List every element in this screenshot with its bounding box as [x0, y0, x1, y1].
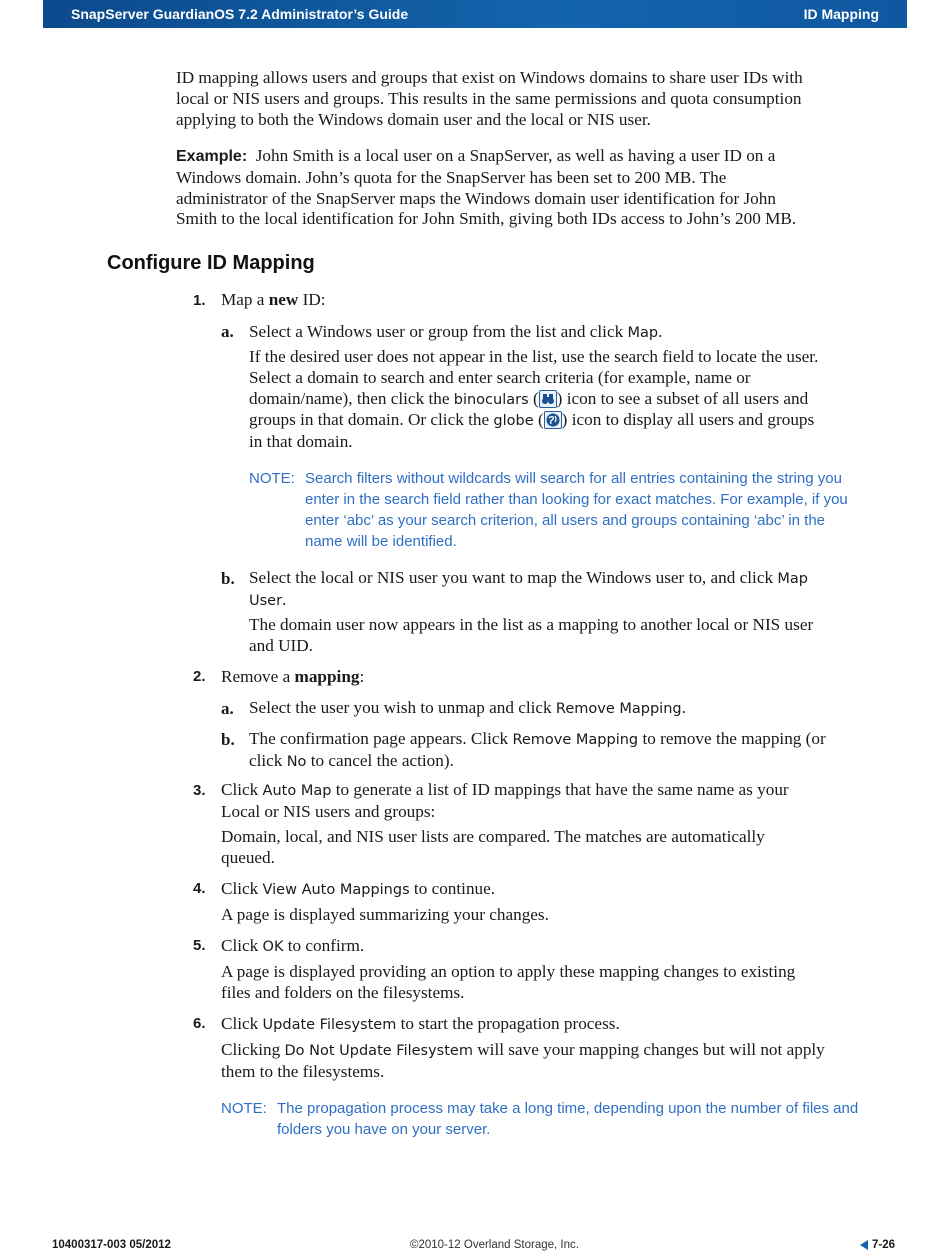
- note-block: [221, 1098, 921, 1143]
- step-4-detail: A page is displayed summarizing your changes.: [221, 905, 549, 924]
- step-text: to confirm.: [283, 936, 365, 955]
- step-text: :: [359, 667, 365, 686]
- step-1a-detail: If the desired user does not appear in the list, use the search field to locate the user. Select a domain to search and enter search criteria (for example, name or domain/name), then click the binoculars ( ) icon to see a subset of all users and groups in that domain. Or click the globe ( ) icon to display all users and groups in that domain.: [249, 347, 919, 453]
- step-1-text: [221, 290, 326, 311]
- step-text: Select the local or NIS user you want to map the Windows user to, and click: [249, 568, 778, 587]
- detail-line: If the desired user does not appear in the list, use the search field to locate the user.: [249, 347, 819, 366]
- ui-term-ok: OK: [262, 939, 284, 955]
- step-6-text: [221, 1014, 921, 1036]
- note-label: NOTE:: [249, 470, 295, 487]
- header-chapter-title: ID Mapping: [803, 6, 879, 22]
- ui-term-binoculars: binoculars: [453, 391, 529, 408]
- ui-term-remove-mapping: Remove Mapping: [555, 701, 682, 717]
- detail-text: Clicking: [221, 1040, 285, 1059]
- ui-term-remove-mapping: Remove Mapping: [512, 732, 639, 748]
- triangle-left-icon[interactable]: [860, 1240, 868, 1250]
- step-text: to start the propagation process.: [396, 1014, 620, 1033]
- footer-page-nav[interactable]: [860, 1239, 895, 1251]
- ui-term-auto-map: Auto Map: [262, 783, 332, 799]
- step-text: Map a: [221, 290, 269, 309]
- step-text: Select the user you wish to unmap and click: [249, 698, 556, 717]
- step-1a-text: [249, 322, 919, 344]
- note-label: NOTE:: [221, 1100, 267, 1117]
- detail-line: queued.: [221, 847, 275, 867]
- page-number: 7-26: [872, 1239, 896, 1251]
- step-4-text: [221, 879, 921, 901]
- detail-line: A page is displayed providing an option to apply these mapping changes to existing: [221, 962, 796, 981]
- step-text: Local or NIS users and groups:: [221, 801, 436, 821]
- step-text: to generate a list of ID mappings that have the same name as your: [331, 780, 789, 799]
- intro-line: ID mapping allows users and groups that exist on Windows domains to share user IDs with: [176, 68, 803, 87]
- detail-text: domain/name), then click the: [249, 388, 454, 408]
- step-1b-detail: [249, 615, 919, 657]
- example-paragraph: [176, 146, 916, 230]
- substep-letter: b.: [221, 730, 235, 749]
- footer-copyright: ©2010-12 Overland Storage, Inc.: [410, 1239, 579, 1251]
- step-text: to remove the mapping (or: [638, 729, 826, 748]
- step-text: to continue.: [409, 879, 496, 898]
- step-text: Select a Windows user or group from the list and click: [249, 322, 628, 341]
- step-number: 1.: [193, 292, 206, 309]
- detail-line: files and folders on the filesystems.: [221, 982, 465, 1002]
- detail-line: The domain user now appears in the list as a mapping to another local or NIS user: [249, 615, 814, 634]
- section-heading: Configure ID Mapping: [107, 252, 315, 274]
- note-line: folders you have on your server.: [277, 1121, 491, 1138]
- ui-term-do-not-update-filesystem: Do Not Update Filesystem: [284, 1043, 473, 1059]
- ui-term-globe: globe: [493, 413, 534, 430]
- detail-text: ) icon to see a subset of all users and: [556, 388, 809, 408]
- step-bold-term: new: [268, 290, 299, 309]
- detail-line: Domain, local, and NIS user lists are compared. The matches are automatically: [221, 827, 765, 846]
- step-text: click: [249, 750, 287, 770]
- page-header: [43, 0, 907, 28]
- step-2-text: [221, 667, 364, 688]
- step-text: ID:: [298, 290, 326, 309]
- step-3-text: [221, 780, 921, 823]
- detail-line: Select a domain to search and enter search criteria (for example, name or: [249, 367, 751, 387]
- step-text: Remove a: [221, 667, 295, 686]
- step-text: .: [681, 698, 686, 717]
- example-line: Smith to the local identification for John Smith, giving both IDs access to John’s 200 MB.: [176, 209, 797, 229]
- substep-letter: b.: [221, 569, 235, 588]
- step-text: .: [282, 589, 287, 609]
- substep-letter: a.: [221, 699, 234, 718]
- example-line: Windows domain. John’s quota for the SnapServer has been set to 200 MB. The: [176, 167, 727, 187]
- substep-letter: a.: [221, 322, 234, 341]
- detail-line: in that domain.: [249, 432, 353, 452]
- step-bold-term: mapping: [294, 667, 360, 686]
- step-number: 3.: [193, 782, 206, 799]
- step-3-detail: [221, 827, 921, 869]
- detail-line: them to the filesystems.: [221, 1061, 385, 1081]
- step-text: .: [658, 322, 663, 341]
- detail-line: and UID.: [249, 635, 313, 655]
- example-label: Example:: [176, 148, 248, 165]
- detail-text: groups in that domain. Or click the: [249, 410, 494, 430]
- step-number: 2.: [193, 668, 206, 685]
- step-2a-text: [249, 698, 919, 720]
- note-line: The propagation process may take a long time, depending upon the number of files and: [277, 1100, 859, 1117]
- step-2b-text: [249, 729, 919, 773]
- step-number: 5.: [193, 937, 206, 954]
- intro-line: applying to both the Windows domain user and the local or NIS user.: [176, 109, 651, 129]
- detail-text: ) icon to display all users and groups: [561, 410, 815, 430]
- step-text: Click: [221, 1014, 263, 1033]
- ui-term-view-auto-mappings: View Auto Mappings: [262, 882, 410, 898]
- ui-term-map-user: Map: [777, 571, 808, 587]
- note-line: enter in the search field rather than looking for exact matches. For example, if you: [305, 491, 848, 508]
- note-line: name will be identified.: [305, 533, 457, 550]
- intro-paragraph: [176, 68, 916, 130]
- ui-term-no: No: [286, 753, 307, 770]
- note-block: [249, 468, 919, 558]
- step-text: The confirmation page appears. Click: [249, 729, 513, 748]
- step-text: Click: [221, 936, 263, 955]
- note-line: enter ‘abc’ as your search criterion, all users and groups containing ‘abc’ in the: [305, 512, 826, 529]
- ui-term-map: Map: [627, 325, 659, 341]
- example-line: John Smith is a local user on a SnapServer, as well as having a user ID on a: [255, 146, 776, 165]
- ui-term-map-user: User: [249, 592, 283, 609]
- footer-doc-id: 10400317-003 05/2012: [52, 1239, 171, 1251]
- step-1b-text: [249, 568, 919, 612]
- globe-icon: [544, 411, 562, 429]
- detail-text: will save your mapping changes but will not apply: [472, 1040, 825, 1059]
- binoculars-icon: [539, 390, 557, 408]
- step-5-text: [221, 936, 921, 958]
- ui-term-update-filesystem: Update Filesystem: [262, 1017, 397, 1033]
- step-5-detail: [221, 962, 921, 1004]
- example-line: administrator of the SnapServer maps the Windows domain user identification for John: [176, 188, 776, 208]
- intro-line: local or NIS users and groups. This results in the same permissions and quota consumption: [176, 88, 802, 108]
- header-guide-title: SnapServer GuardianOS 7.2 Administrator’s Guide: [71, 6, 409, 22]
- step-text: Click: [221, 780, 263, 799]
- step-6-detail: [221, 1040, 921, 1083]
- step-number: 6.: [193, 1015, 206, 1032]
- note-line: Search filters without wildcards will search for all entries containing the string you: [305, 470, 842, 487]
- step-number: 4.: [193, 880, 206, 897]
- step-text: Click: [221, 879, 263, 898]
- step-text: to cancel the action).: [306, 750, 454, 770]
